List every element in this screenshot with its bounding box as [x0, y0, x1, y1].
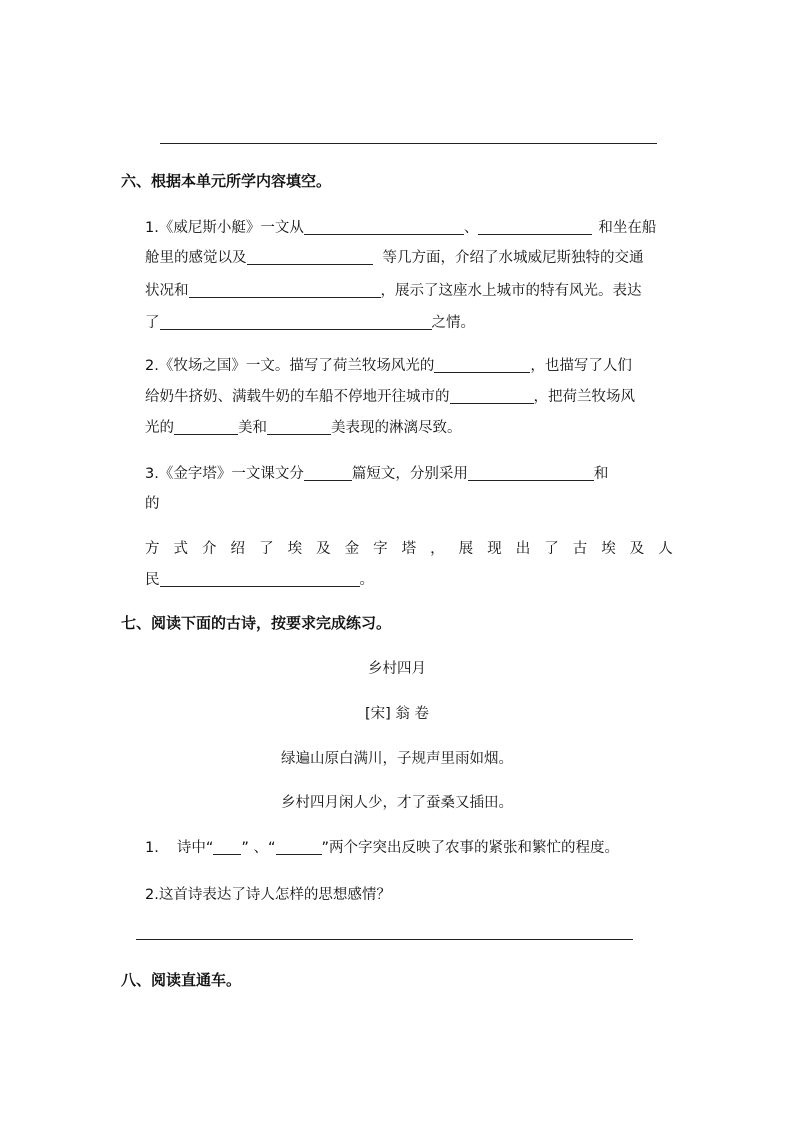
q3-line-3: [145, 537, 673, 558]
q1-line-4: [145, 311, 475, 332]
q3-blank-2[interactable]: [468, 465, 594, 481]
q1-blank-1[interactable]: [304, 219, 464, 235]
q3-char: 金: [344, 541, 360, 557]
q2-text: 美表现的淋漓尽致。: [331, 420, 462, 436]
q3-char: 及: [629, 541, 645, 557]
q3-char: 绍: [230, 541, 246, 557]
q3-char: 式: [173, 541, 189, 557]
q3-char: 展: [458, 541, 474, 557]
q2-text: ，把荷兰牧场风: [533, 389, 635, 405]
section-8-title: 八、阅读直通车。: [121, 971, 242, 989]
s7-q1-blank-1[interactable]: [213, 839, 241, 855]
q2-text: 美和: [238, 420, 267, 436]
q3-line-2: 的: [145, 496, 160, 512]
q2-text: 2.《牧场之国》一文。描写了荷兰牧场风光的: [145, 358, 435, 374]
q2-blank-4[interactable]: [267, 419, 331, 435]
q1-text: 和坐在船: [598, 220, 657, 236]
q1-blank-5[interactable]: [160, 314, 432, 330]
q2-line-1: [145, 354, 632, 375]
poem-line-2: 乡村四月闲人少，才了蚕桑又插田。: [281, 795, 513, 811]
q1-text: 1.《威尼斯小艇》一文从: [145, 220, 304, 236]
q3-char: 塔: [401, 541, 417, 557]
q2-blank-1[interactable]: [434, 357, 530, 373]
q1-line-2: [145, 246, 644, 267]
s7-q1-text: ” 、“: [241, 840, 276, 856]
q3-blank-1[interactable]: [304, 465, 352, 481]
q3-text: 。: [359, 572, 374, 588]
poem-title: 乡村四月: [368, 661, 426, 677]
q3-char: 介: [202, 541, 217, 557]
s7-q1-text: ”两个字突出反映了农事的紧张和繁忙的程度。: [321, 840, 620, 856]
q3-text: 3.《金字塔》一文课文分: [145, 466, 304, 482]
s7-q1: [145, 836, 619, 857]
q2-text: 给奶牛挤奶、满载牛奶的车船不停地开往城市的: [145, 389, 450, 405]
q3-blank-3[interactable]: [160, 571, 360, 587]
q1-blank-3[interactable]: [247, 249, 373, 265]
q3-text: 和: [593, 466, 609, 482]
q3-char: 现: [487, 541, 502, 557]
answer-line-top[interactable]: [160, 143, 657, 144]
section-7-title: 七、阅读下面的古诗，按要求完成练习。: [121, 614, 392, 632]
q1-blank-4[interactable]: [189, 282, 381, 298]
q2-blank-3[interactable]: [174, 419, 238, 435]
q3-line-4: [145, 568, 374, 589]
q1-text: 舱里的感觉以及: [145, 250, 247, 266]
q3-char: 字: [373, 541, 388, 557]
q1-text: 等几方面，介绍了水城威尼斯独特的交通: [382, 250, 644, 266]
q3-text: 篇短文，分别采用: [351, 466, 468, 482]
q2-line-2: [145, 385, 635, 406]
q1-text: 之情。: [431, 315, 475, 331]
s7-q1-blank-2[interactable]: [276, 839, 322, 855]
s7-q1-text: 诗中“: [176, 840, 214, 856]
q1-text: 、: [463, 220, 479, 236]
q2-blank-2[interactable]: [450, 388, 534, 404]
s7-q1-number: 1.: [145, 840, 159, 856]
q2-text: 光的: [145, 420, 174, 436]
q1-text: ，展示了这座水上城市的特有风光。表达: [380, 283, 642, 299]
poem-line-1: 绿遍山原白满川，子规声里雨如烟。: [281, 751, 513, 767]
section-6-title: 六、根据本单元所学内容填空。: [121, 172, 332, 190]
q3-char: 人: [658, 541, 673, 557]
q3-char: 古: [572, 541, 588, 557]
q3-char: 埃: [287, 541, 303, 557]
poem-author: [宋] 翁 卷: [364, 706, 430, 722]
q2-line-3: [145, 416, 462, 437]
q2-text: ，也描写了人们: [530, 358, 632, 374]
q3-char: 埃: [601, 541, 616, 557]
s7-q2: 2.这首诗表达了诗人怎样的思想感情？: [145, 887, 391, 903]
q1-line-1: [145, 216, 656, 237]
q3-char: ，: [430, 541, 445, 557]
q3-char: 及: [316, 541, 331, 557]
q3-line-1: [145, 462, 608, 483]
q3-char: 了: [544, 541, 559, 557]
q1-text: 状况和: [145, 283, 189, 299]
q1-blank-2[interactable]: [478, 219, 592, 235]
q1-text: 了: [145, 315, 160, 331]
q1-line-3: [145, 279, 642, 300]
q3-char: 了: [259, 541, 274, 557]
q3-char: 方: [145, 541, 160, 557]
q3-char: 出: [515, 541, 531, 557]
answer-line-s7-q2[interactable]: [136, 939, 633, 940]
q3-text: 民: [145, 572, 160, 588]
